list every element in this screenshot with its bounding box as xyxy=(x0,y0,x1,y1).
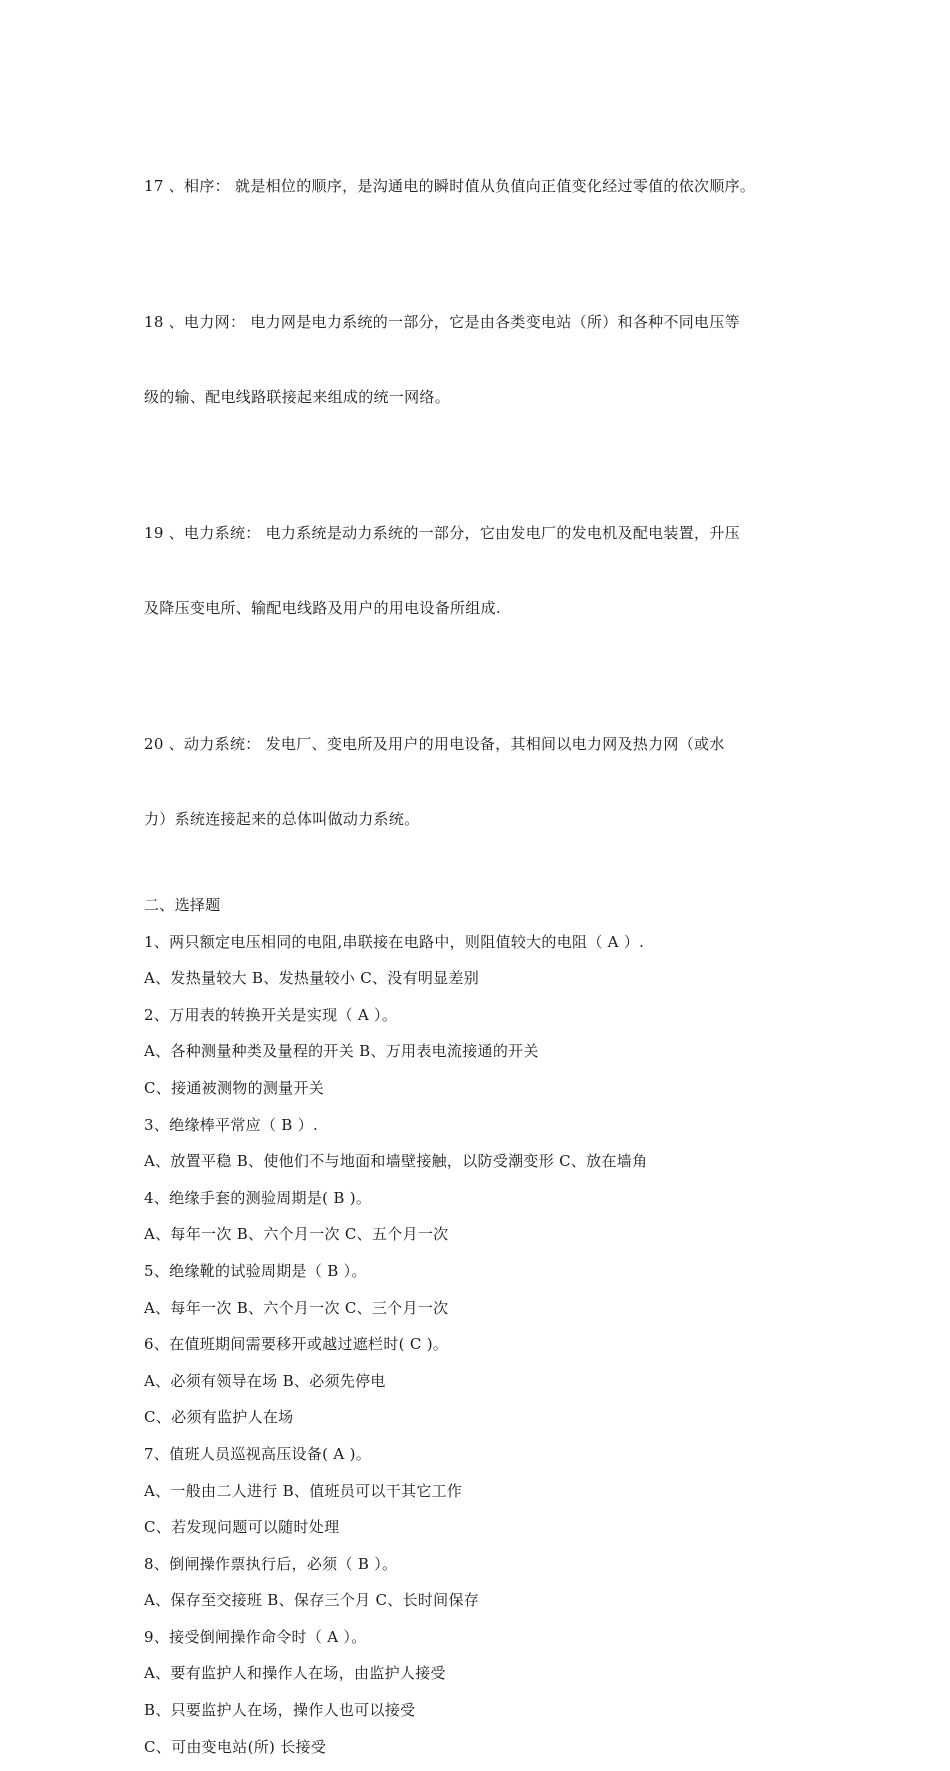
question-line: A、各种测量种类及量程的开关 B、万用表电流接通的开关 xyxy=(144,1042,539,1061)
question-line: 9、接受倒闸操作命令时（ A ）。 xyxy=(144,1627,367,1646)
question-line: C、接通被测物的测量开关 xyxy=(144,1078,325,1097)
definition-line: 力）系统连接起来的总体叫做动力系统。 xyxy=(144,810,420,828)
document-page xyxy=(144,124,814,1771)
question-line: 8、倒闸操作票执行后，必须（ B ）。 xyxy=(144,1554,398,1573)
question-line: A、放置平稳 B、使他们不与地面和墙壁接触，以防受潮变形 C、放在墙角 xyxy=(144,1152,648,1171)
question-line: C、可由变电站(所) 长接受 xyxy=(144,1737,327,1756)
definition-line: 17 、相序： 就是相位的顺序，是沟通电的瞬时值从负值向正值变化经过零值的依次顺序。 xyxy=(144,177,756,195)
question-line: B、只要监护人在场，操作人也可以接受 xyxy=(144,1701,416,1720)
definition-line: 及降压变电所、输配电线路及用户的用电设备所组成. xyxy=(144,599,501,617)
question-line: 1、两只额定电压相同的电阻,串联接在电路中，则阻值较大的电阻（ A ）. xyxy=(144,932,645,951)
question-list xyxy=(144,930,814,1771)
question-line: 5、绝缘靴的试验周期是（ B ）。 xyxy=(144,1261,367,1280)
definition-17 xyxy=(144,124,814,249)
question-line: A、一般由二人进行 B、值班员可以干其它工作 xyxy=(144,1481,463,1500)
definition-19 xyxy=(144,471,814,671)
definition-line: 级的输、配电线路联接起来组成的统一网络。 xyxy=(144,388,451,406)
definition-line: 19 、电力系统： 电力系统是动力系统的一部分，它由发电厂的发电机及配电装置，升压 xyxy=(144,524,740,542)
question-line: A、必须有领导在场 B、必须先停电 xyxy=(144,1371,386,1390)
question-line: 7、值班人员巡视高压设备( A )。 xyxy=(144,1444,372,1463)
question-line: A、要有监护人和操作人在场，由监护人接受 xyxy=(144,1664,446,1683)
question-line: C、若发现问题可以随时处理 xyxy=(144,1518,340,1537)
question-line: 6、在值班期间需要移开或越过遮栏时( C )。 xyxy=(144,1335,449,1354)
question-line: 4、绝缘手套的测验周期是( B )。 xyxy=(144,1188,372,1207)
question-line: A、保存至交接班 B、保存三个月 C、长时间保存 xyxy=(144,1591,480,1610)
definition-18 xyxy=(144,260,814,460)
definition-line: 18 、电力网： 电力网是电力系统的一部分，它是由各类变电站（所）和各种不同电压等 xyxy=(144,313,740,331)
question-line: A、每年一次 B、六个月一次 C、三个月一次 xyxy=(144,1298,449,1317)
question-line: A、每年一次 B、六个月一次 C、五个月一次 xyxy=(144,1225,449,1244)
definition-line: 20 、动力系统： 发电厂、变电所及用户的用电设备，其相间以电力网及热力网（或水 xyxy=(144,735,725,753)
question-line: 3、绝缘棒平常应（ B ）. xyxy=(144,1115,319,1134)
section-title: 二、选择题 xyxy=(144,896,221,914)
definition-20 xyxy=(144,682,814,882)
question-line: C、必须有监护人在场 xyxy=(144,1408,294,1427)
question-line: A、发热量较大 B、发热量较小 C、没有明显差别 xyxy=(144,969,480,988)
question-line: 2、万用表的转换开关是实现（ A ）。 xyxy=(144,1005,398,1024)
